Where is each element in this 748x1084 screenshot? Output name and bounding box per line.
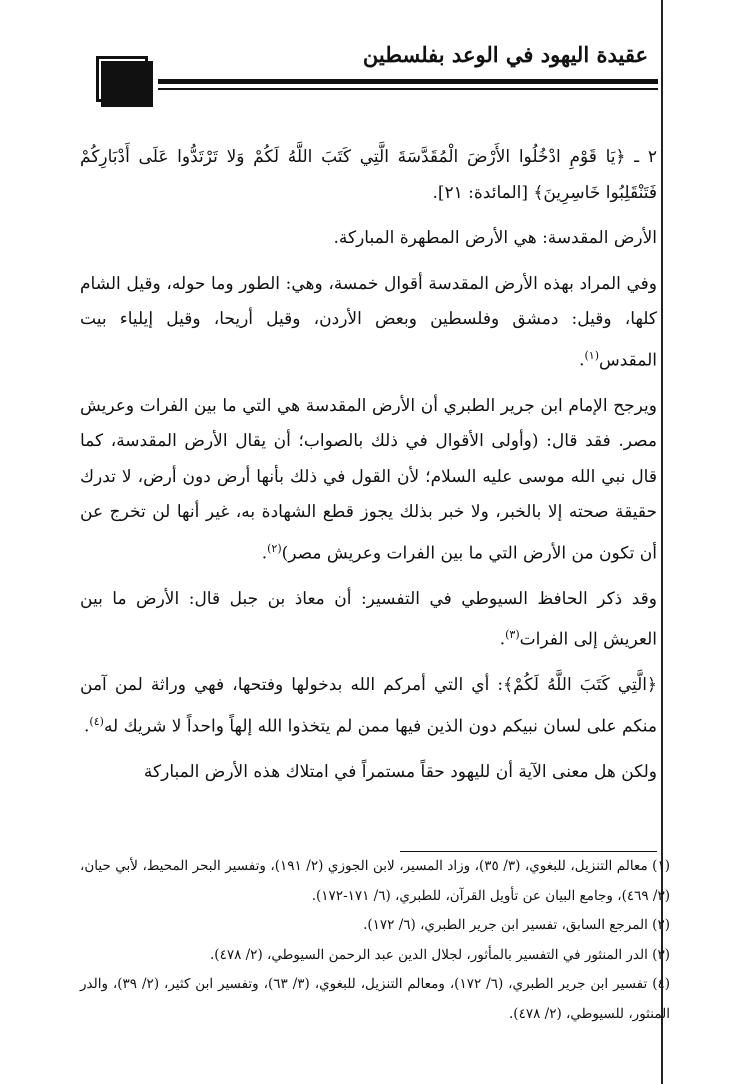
tabari-text: ويرجح الإمام ابن جرير الطبري أن الأرض المقدسة هي التي ما بين الفرات وعريش مصر. فقد قال: (وأولى الأقوال في ذلك بالصواب؛ أن يقال الأرض المقدسة، كما قال نبي الله موسى عليه السلام؛ لأن القول في ذلك بأنها أرض دون أرض، لا تدرك حقيقة صحته إلا بالخبر، ولا خبر بذلك يجوز قطع الشهادة به، غير أنها لن تخرج عن أن تكون من الأرض التي ما بين الفرات وعريش مصر) (80, 395, 657, 564)
paragraph-opinions (80, 267, 657, 379)
footnote-ref-3[interactable]: (٣) (505, 628, 520, 642)
punct: . (579, 350, 585, 371)
paragraph-suyuti (80, 582, 657, 659)
footnote-ref-1[interactable]: (١) (584, 348, 599, 362)
footnote-4: (٤) تفسير ابن جرير الطبري، (٦/ ١٧٢)، ومعالم التنزيل، للبغوي، (٣/ ٦٣)، وتفسير ابن كثير، (٢/ ٣٩)، والدر المنثور، للسيوطي، (٢/ ٤٧٨). (80, 976, 671, 1022)
footnote-ref-2[interactable]: (٢) (267, 541, 282, 555)
paragraph-tabari (80, 389, 657, 572)
punct: . (261, 543, 268, 564)
running-header-title: عقيدة اليهود في الوعد بفلسطين (362, 42, 648, 67)
inheritance-text: ﴿الَّتِي كَتَبَ اللَّهُ لَكُمْ﴾: أي التي أمركم الله بدخولها وفتحها، فهي وراثة لمن آمن منكم على لسان نبيكم دون الذين فيها ممن لم يتخذوا الله إلهاً واحداً لا شريك له (80, 675, 657, 737)
header-rule-thin (158, 88, 658, 90)
header-rule-thick (158, 79, 658, 84)
question-text: ولكن هل معنى الآية أن لليهود حقاً مستمراً في امتلاك هذه الأرض المباركة (143, 762, 657, 783)
verse-text: ٢ ـ ﴿يَا قَوْمِ ادْخُلُوا الأَرْضَ الْمُقَدَّسَةَ الَّتِي كَتَبَ اللَّهُ لَكُمْ وَلا تَرْتَدُّوا عَلَى أَدْبَارِكُمْ فَتَنْقَلِبُوا خَاسِرِينَ﴾ [المائدة: ٢١]. (80, 147, 657, 203)
footnote-3: (٣) الدر المنثور في التفسير بالمأثور، لجلال الدين عبد الرحمن السيوطي، (٢/ ٤٧٨). (210, 946, 670, 963)
page-number: ٢٧٧ (96, 56, 148, 102)
suyuti-text: وقد ذكر الحافظ السيوطي في التفسير: أن معاذ بن جبل قال: الأرض ما بين العريش إلى الفرات (80, 588, 657, 650)
footnotes (80, 852, 670, 1029)
punct: . (499, 629, 506, 650)
opinions-text: وفي المراد بهذه الأرض المقدسة أقوال خمسة، وهي: الطور وما حوله، وقيل الشام كلها، وقيل: دمشق وفلسطين وبعض الأردن، وقيل أريحا، وقيل إيلياء بيت المقدس (80, 273, 657, 371)
footnote-1: (١) معالم التنزيل، للبغوي، (٣/ ٣٥)، وزاد المسير، لابن الجوزي (٢/ ١٩١)، وتفسير البحر المحيط، لأبي حيان، (٣/ ٤٦٩)، وجامع البيان عن تأويل القرآن، للطبري، (٦/ ١٧١-١٧٢). (80, 858, 670, 904)
main-text (80, 140, 657, 801)
footnote-ref-4[interactable]: (٤) (89, 714, 104, 728)
definition-text: الأرض المقدسة: هي الأرض المطهرة المباركة. (333, 228, 657, 248)
punct: . (84, 716, 90, 737)
paragraph-question (80, 755, 657, 791)
paragraph-inheritance (80, 668, 657, 745)
paragraph-definition (80, 221, 657, 257)
footnote-2: (٢) المرجع السابق، تفسير ابن جرير الطبري، (٦/ ١٧٢). (363, 917, 670, 933)
paragraph-verse (80, 140, 657, 211)
